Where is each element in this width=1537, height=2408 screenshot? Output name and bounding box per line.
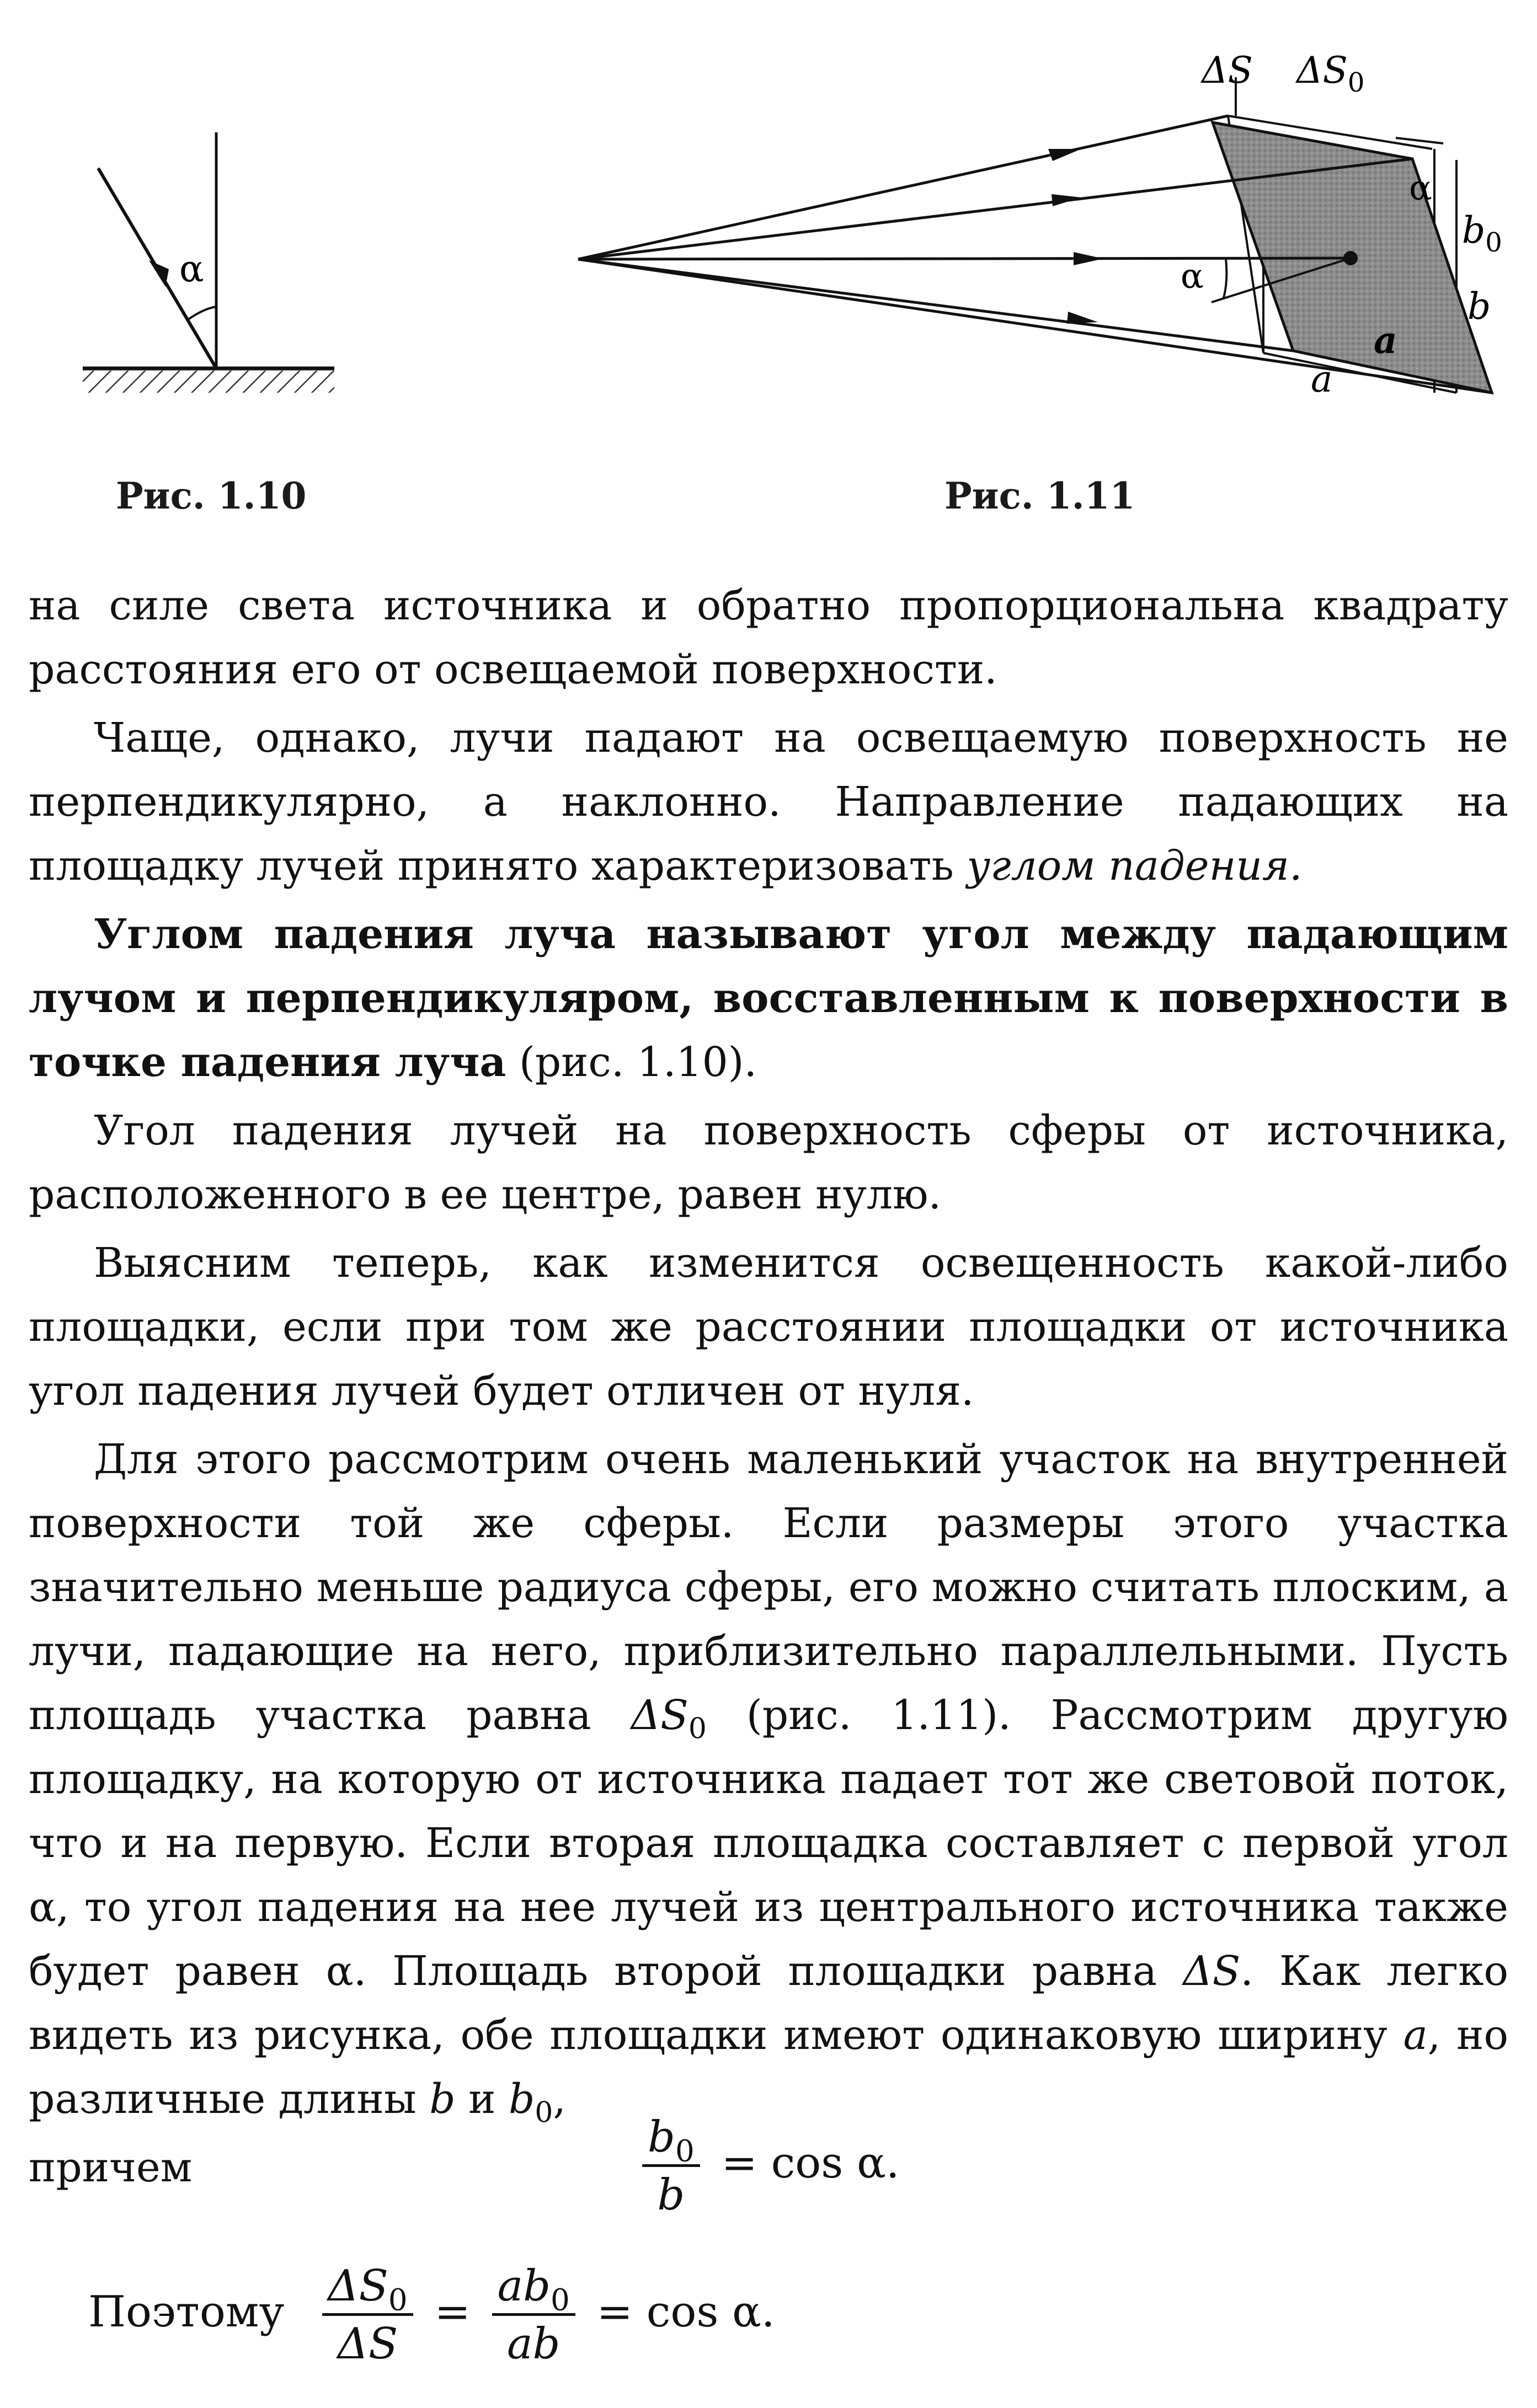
paragraph-6: Для этого рассмотрим очень маленький участок на внутренней поверхности той же сферы. Если размеры этого участка значительно меньше радиуса сферы, его можно считать плоским, а лучи, падающие на него, приблизительно параллельными. Пусть площадь участка равна $\Delta S_0$ (рис. 1.11). Рассмотрим другую площадку, на которую от источника падает тот же световой поток, что и на первую. Если вторая площадка составляет с первой угол α, то угол падения на нее лучей из центрального источника также будет равен α. Площадь второй площадки равна ΔS. Как легко видеть из рисунка, обе площадки имеют одинаковую ширину a, но различные длины b и $b_0$, [29, 1436, 1509, 2129]
formula-area-ratio [88, 2261, 775, 2369]
ray-1 [578, 116, 1228, 259]
label-a-inner: a [1374, 319, 1397, 362]
fraction-b0-over-b: $\frac{b_0}{b}$ [642, 2112, 700, 2220]
paragraph-2: Чаще, однако, лучи падают на освещаемую поверхность не перпендикулярно, а наклонно. Направление падающих на площадку лучей принято характеризовать углом падения. [29, 714, 1508, 890]
ruler-line-top-2 [1396, 138, 1443, 143]
formula-2-lead: Поэтому [88, 2287, 285, 2337]
label-delta-s0: $\Delta S_0$ [1296, 49, 1365, 98]
ray-4-arrowhead [1067, 312, 1098, 324]
formula-2-eq: = [434, 2287, 471, 2337]
paragraph-7: причем [29, 2144, 193, 2191]
formula-2-rhs: = cos α. [596, 2287, 775, 2337]
paragraph-5: Выясним теперь, как изменится освещенность какой-либо площадки, если при том же расстоянии площадки от источника угол падения лучей будет отличен от нуля. [29, 1239, 1508, 1415]
fraction-ab0-over-ab: $\frac{ab_0}{ab}$ [492, 2261, 575, 2369]
paragraph-1: на силе света источника и обратно пропорциональна квадрату расстояния его от освещаемой поверхности. [29, 582, 1508, 693]
definition-bold: Углом падения луча называют угол между падающим лучом и перпендикуляром, восставленным к поверхности в точке падения луча [29, 911, 1508, 1086]
ray-3 [578, 258, 1351, 259]
caption-fig-1-11: Рис. 1.11 [944, 474, 1135, 517]
label-alpha-top: α [1409, 168, 1432, 208]
ray-3-arrowhead [1074, 252, 1103, 265]
figures-area [0, 0, 1537, 541]
caption-fig-1-10: Рис. 1.10 [116, 474, 307, 517]
term-incidence-angle: углом падения. [967, 842, 1303, 890]
angle-arc [188, 307, 216, 320]
incident-ray-arrowhead [149, 260, 169, 287]
figure-1-10 [83, 132, 334, 393]
surface-hatching [83, 371, 334, 393]
label-delta-s: ΔS [1202, 49, 1253, 92]
label-alpha-mid: α [1181, 256, 1204, 296]
ray-1-arrowhead [1048, 149, 1081, 161]
paragraph-4: Угол падения лучей на поверхность сферы от источника, расположенного в ее центре, равен нулю. [29, 1107, 1508, 1218]
body-text [29, 574, 1508, 2204]
label-a-bottom: a [1311, 358, 1333, 400]
fraction-dS0-over-dS: $\frac{\Delta S_0}{\Delta S}$ [322, 2261, 413, 2369]
formula-1-rhs: = cos α. [721, 2138, 900, 2188]
alpha-arc [1224, 259, 1226, 298]
figure-1-11 [578, 49, 1502, 400]
label-b: b [1467, 285, 1491, 328]
formula-cos-alpha [634, 2112, 900, 2220]
label-b0: $b_0$ [1462, 209, 1502, 258]
paragraph-3-definition: Углом падения луча называют угол между падающим лучом и перпендикуляром, восставленным к поверхности в точке падения луча (рис. 1.10). [29, 911, 1508, 1086]
figures-svg [0, 0, 1537, 541]
angle-alpha-label: α [179, 248, 204, 290]
